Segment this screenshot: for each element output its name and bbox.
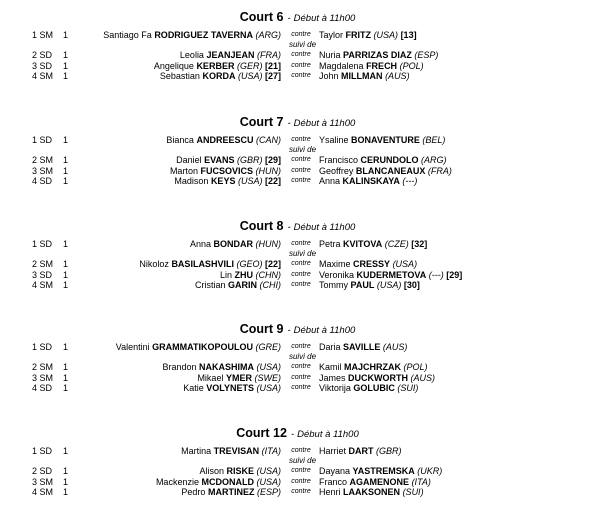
match-row: [0, 30, 595, 40]
player-one: [170, 166, 281, 176]
versus-label: contre: [291, 136, 311, 143]
versus-label: contre: [291, 71, 311, 79]
time-separator: -: [287, 222, 291, 233]
player-country: (CZE): [384, 239, 409, 249]
player-first-name: Francisco: [319, 155, 359, 166]
player-two: [319, 373, 435, 383]
player-one: [139, 259, 281, 269]
court-name: Court 6: [239, 10, 284, 24]
match-list: [0, 239, 595, 290]
versus-label: contre: [291, 260, 311, 268]
match-row: [0, 176, 595, 186]
player-first-name: Franco: [319, 476, 348, 487]
match-number: 4 SM: [32, 70, 54, 81]
versus-label: contre: [291, 51, 311, 59]
player-country: (CHN): [255, 269, 281, 280]
player-last-name: ZHU: [234, 269, 253, 280]
match-number: 4 SD: [32, 382, 53, 393]
player-country: (USA): [237, 70, 263, 81]
match-round: 1: [63, 466, 69, 477]
player-two: [319, 61, 424, 71]
match-number: 1 SD: [32, 135, 53, 145]
match-row: [0, 280, 595, 290]
start-time: Début à 11h00: [293, 222, 356, 233]
player-country: (GBR): [376, 446, 402, 456]
player-one: [183, 383, 281, 393]
versus-label: contre: [291, 383, 311, 391]
player-country: (USA): [392, 259, 418, 270]
match-number: 4 SM: [32, 279, 54, 290]
match-round: 1: [63, 50, 69, 61]
player-first-name: Sebastian: [159, 70, 200, 81]
player-last-name: LAAKSONEN: [343, 486, 401, 497]
player-first-name: Santiago Fa: [103, 30, 152, 40]
court-name: Court 9: [239, 322, 284, 336]
player-last-name: VOLYNETS: [206, 382, 254, 393]
player-last-name: GARIN: [227, 279, 257, 290]
match-number: 3 SD: [32, 60, 53, 71]
player-country: (ITA): [411, 476, 431, 487]
player-first-name: Katie: [183, 382, 204, 393]
player-last-name: KERBER: [196, 60, 235, 71]
match-list: [0, 30, 595, 81]
court-name: Court 8: [239, 219, 284, 233]
player-last-name: KUDERMETOVA: [356, 269, 427, 280]
player-first-name: Pedro: [181, 486, 206, 497]
match-number: 1 SD: [32, 239, 53, 249]
match-round: 1: [63, 30, 69, 40]
player-first-name: Mikael: [197, 372, 224, 383]
player-two: [319, 342, 407, 352]
player-last-name: KVITOVA: [343, 239, 383, 249]
player-last-name: MILLMAN: [341, 70, 383, 81]
player-first-name: Leolia: [179, 50, 204, 61]
player-seed: [29]: [264, 155, 281, 166]
match-round: 1: [63, 259, 69, 270]
versus-label: contre: [291, 31, 311, 38]
match-round: 1: [63, 165, 69, 176]
player-last-name: JEANJEAN: [206, 50, 255, 61]
court-name: Court 7: [239, 115, 284, 129]
match-list: [0, 446, 595, 497]
player-country: (---): [402, 175, 418, 186]
player-country: (UKR): [417, 466, 443, 477]
player-country: (AUS): [382, 342, 408, 352]
player-country: (HUN): [255, 165, 281, 176]
player-one: [181, 487, 281, 497]
player-last-name: SAVILLE: [343, 342, 381, 352]
match-number: 1 SM: [32, 30, 54, 40]
player-last-name: YMER: [225, 372, 252, 383]
match-row: [0, 239, 595, 249]
player-country: (FRA): [427, 165, 452, 176]
player-first-name: Anna: [189, 239, 211, 249]
player-last-name: MAJCHRZAK: [344, 362, 402, 373]
player-first-name: Henri: [319, 486, 341, 497]
player-last-name: DART: [348, 446, 374, 456]
match-number: 1 SD: [32, 446, 53, 456]
player-country: (GBR): [236, 155, 263, 166]
player-country: (USA): [256, 382, 281, 393]
player-first-name: Petra: [319, 239, 341, 249]
player-two: [319, 270, 462, 280]
player-country: (ESP): [256, 486, 281, 497]
player-first-name: Dayana: [319, 466, 351, 477]
player-one: [156, 477, 281, 487]
player-two: [319, 50, 438, 60]
versus-label: contre: [291, 487, 311, 495]
match-round: 1: [63, 175, 69, 186]
match-row: [0, 487, 595, 497]
player-first-name: Daniel: [176, 155, 202, 166]
player-two: [319, 155, 447, 165]
player-country: (---): [428, 269, 444, 280]
match-round: 1: [63, 486, 69, 497]
player-first-name: Kamil: [319, 362, 342, 373]
player-first-name: Veronika: [319, 269, 355, 280]
player-two: [319, 71, 410, 81]
player-last-name: MCDONALD: [201, 476, 254, 487]
player-seed: [30]: [403, 279, 420, 290]
match-number: 3 SD: [32, 269, 53, 280]
match-round: 1: [63, 155, 69, 166]
versus-label: contre: [291, 373, 311, 381]
match-row: [0, 135, 595, 145]
player-two: [319, 259, 417, 269]
player-first-name: Bianca: [166, 135, 194, 145]
versus-label: contre: [291, 156, 311, 164]
player-two: [319, 239, 427, 249]
player-one: [197, 373, 281, 383]
start-time: Début à 11h00: [293, 325, 356, 336]
player-last-name: GRAMMATIKOPOULOU: [152, 342, 253, 352]
player-last-name: DUCKWORTH: [348, 372, 409, 383]
player-first-name: John: [319, 70, 339, 81]
match-round: 1: [63, 269, 69, 280]
player-first-name: James: [319, 372, 346, 383]
player-last-name: NAKASHIMA: [198, 362, 254, 373]
player-first-name: Viktorija: [319, 382, 351, 393]
player-last-name: AGAMENONE: [349, 476, 410, 487]
player-two: [319, 280, 420, 290]
player-country: (ITA): [261, 446, 281, 456]
player-last-name: ANDREESCU: [196, 135, 254, 145]
player-last-name: YASTREMSKA: [352, 466, 415, 477]
match-row: [0, 446, 595, 456]
versus-label: contre: [291, 477, 311, 485]
player-first-name: Anna: [319, 175, 341, 186]
player-seed: [21]: [264, 60, 281, 71]
time-separator: -: [290, 429, 295, 440]
match-row: [0, 373, 595, 383]
player-last-name: FRECH: [366, 60, 398, 71]
player-first-name: Marton: [169, 165, 198, 176]
followed-by-label: suivi de: [288, 352, 317, 362]
player-one: [166, 135, 281, 145]
versus-label: contre: [291, 61, 311, 69]
match-row: [0, 362, 595, 372]
player-two: [319, 446, 402, 456]
versus-label: contre: [291, 447, 311, 454]
player-two: [319, 135, 445, 145]
match-round: 1: [63, 279, 69, 290]
player-last-name: BLANCANEAUX: [355, 165, 426, 176]
player-country: (AUS): [385, 70, 410, 81]
player-one: [154, 61, 281, 71]
player-last-name: CERUNDOLO: [360, 155, 419, 166]
player-first-name: Nikoloz: [139, 259, 169, 270]
match-round: 1: [63, 70, 69, 81]
court-header: [0, 115, 595, 131]
player-first-name: Harriet: [319, 446, 347, 456]
player-country: (GEO): [236, 259, 263, 270]
player-first-name: Angelique: [153, 60, 194, 71]
versus-label: contre: [291, 270, 311, 278]
match-number: 4 SM: [32, 486, 54, 497]
match-row: [0, 50, 595, 60]
player-first-name: Cristian: [194, 279, 226, 290]
player-country: (SWE): [254, 372, 281, 383]
player-one: [162, 362, 281, 372]
player-country: (USA): [237, 175, 263, 186]
match-row: [0, 166, 595, 176]
versus-label: contre: [291, 343, 311, 350]
player-one: [174, 176, 281, 186]
match-round: 1: [63, 342, 69, 352]
player-country: (AUS): [410, 372, 436, 383]
player-country: (USA): [256, 362, 281, 373]
time-separator: -: [287, 13, 291, 24]
player-last-name: KORDA: [202, 70, 236, 81]
followed-by-label: suivi de: [288, 40, 317, 50]
player-last-name: BONAVENTURE: [351, 135, 420, 145]
player-country: (SUI): [402, 486, 424, 497]
player-first-name: Ysaline: [319, 135, 349, 145]
player-last-name: PAUL: [350, 279, 375, 290]
player-first-name: Daria: [319, 342, 341, 352]
player-last-name: CRESSY: [353, 259, 391, 270]
match-number: 2 SM: [32, 259, 54, 270]
match-round: 1: [63, 135, 69, 145]
player-one: [220, 270, 281, 280]
player-first-name: Madison: [174, 175, 209, 186]
player-last-name: FUCSOVICS: [200, 165, 253, 176]
versus-label: contre: [291, 363, 311, 371]
player-country: (FRA): [257, 50, 281, 61]
player-country: (GRE): [255, 342, 281, 352]
match-row: [0, 71, 595, 81]
player-first-name: Magdalena: [319, 60, 364, 71]
player-country: (USA): [376, 279, 402, 290]
player-first-name: Tommy: [319, 279, 348, 290]
match-list: [0, 342, 595, 393]
match-number: 2 SD: [32, 50, 53, 61]
player-country: (BEL): [422, 135, 446, 145]
player-first-name: Geoffrey: [319, 165, 354, 176]
player-seed: [27]: [264, 70, 281, 81]
player-two: [319, 477, 431, 487]
match-number: 2 SM: [32, 155, 54, 166]
match-number: 4 SD: [32, 175, 53, 186]
player-first-name: Martina: [181, 446, 212, 456]
match-row: [0, 383, 595, 393]
versus-label: contre: [291, 280, 311, 288]
player-two: [319, 166, 452, 176]
match-row: [0, 342, 595, 352]
player-last-name: RODRIGUEZ TAVERNA: [154, 30, 253, 40]
player-first-name: Brandon: [162, 362, 197, 373]
versus-label: contre: [291, 467, 311, 475]
player-two: [319, 30, 417, 40]
match-row: [0, 477, 595, 487]
court-name: Court 12: [236, 426, 287, 440]
player-first-name: Valentini: [115, 342, 150, 352]
match-row: [0, 155, 595, 165]
match-number: 3 SM: [32, 165, 54, 176]
match-number: 3 SM: [32, 476, 54, 487]
player-last-name: FRITZ: [345, 30, 372, 40]
player-country: (CAN): [256, 135, 281, 145]
match-number: 3 SM: [32, 372, 54, 383]
player-country: (USA): [256, 476, 281, 487]
player-two: [319, 487, 424, 497]
match-round: 1: [63, 362, 69, 373]
match-round: 1: [63, 476, 69, 487]
player-country: (POL): [399, 60, 424, 71]
match-round: 1: [63, 60, 69, 71]
followed-by-label: suivi de: [288, 145, 317, 155]
player-one: [190, 239, 281, 249]
player-one: [199, 466, 281, 476]
player-last-name: MARTINEZ: [207, 486, 255, 497]
court-header: [0, 219, 595, 235]
player-two: [319, 176, 417, 186]
player-two: [319, 362, 428, 372]
start-time: Début à 11h00: [293, 13, 356, 24]
player-first-name: Alison: [199, 466, 224, 477]
followed-by-label: suivi de: [288, 249, 317, 259]
time-separator: -: [287, 325, 291, 336]
start-time: Début à 11h00: [297, 429, 359, 440]
match-row: [0, 466, 595, 476]
player-seed: [22]: [264, 259, 281, 270]
player-one: [181, 446, 281, 456]
player-last-name: BONDAR: [213, 239, 253, 249]
player-last-name: EVANS: [204, 155, 235, 166]
player-seed: [32]: [411, 239, 428, 249]
player-country: (USA): [256, 466, 281, 477]
start-time: Début à 11h00: [293, 118, 356, 129]
player-seed: [13]: [400, 30, 417, 40]
player-last-name: PARRIZAS DIAZ: [343, 50, 412, 61]
match-round: 1: [63, 446, 69, 456]
player-last-name: RISKE: [226, 466, 254, 477]
player-country: (POL): [403, 362, 428, 373]
versus-label: contre: [291, 176, 311, 184]
player-one: [116, 342, 281, 352]
court-header: [0, 426, 595, 442]
player-one: [180, 50, 281, 60]
followed-by-label: suivi de: [288, 456, 317, 466]
player-first-name: Taylor: [319, 30, 344, 40]
player-last-name: KEYS: [210, 175, 236, 186]
match-round: 1: [63, 372, 69, 383]
player-seed: [29]: [446, 269, 463, 280]
match-list: [0, 135, 595, 186]
player-seed: [22]: [264, 175, 281, 186]
match-number: 1 SD: [32, 342, 53, 352]
player-country: (CHI): [259, 279, 281, 290]
player-two: [319, 466, 442, 476]
match-row: [0, 270, 595, 280]
player-country: (SUI): [397, 382, 419, 393]
player-one: [195, 280, 281, 290]
player-last-name: GOLUBIC: [353, 382, 395, 393]
match-round: 1: [63, 382, 69, 393]
player-first-name: Nuria: [319, 50, 341, 61]
player-one: [103, 30, 281, 40]
player-first-name: Lin: [219, 269, 232, 280]
player-last-name: BASILASHVILI: [171, 259, 234, 270]
player-country: (ARG): [255, 30, 281, 40]
match-row: [0, 259, 595, 269]
player-one: [160, 71, 281, 81]
player-last-name: TREVISAN: [213, 446, 260, 456]
player-first-name: Mackenzie: [155, 476, 199, 487]
player-country: (ARG): [421, 155, 447, 166]
player-one: [176, 155, 281, 165]
match-number: 2 SD: [32, 466, 53, 477]
player-last-name: KALINSKAYA: [342, 175, 400, 186]
versus-label: contre: [291, 240, 311, 247]
player-country: (HUN): [255, 239, 281, 249]
versus-label: contre: [291, 166, 311, 174]
time-separator: -: [287, 118, 291, 129]
player-country: (USA): [373, 30, 399, 40]
court-header: [0, 322, 595, 338]
player-country: (GER): [236, 60, 263, 71]
court-header: [0, 10, 595, 26]
player-country: (ESP): [414, 50, 439, 61]
match-round: 1: [63, 239, 69, 249]
player-first-name: Maxime: [319, 259, 351, 270]
match-row: [0, 61, 595, 71]
player-two: [319, 383, 418, 393]
match-number: 2 SM: [32, 362, 54, 373]
